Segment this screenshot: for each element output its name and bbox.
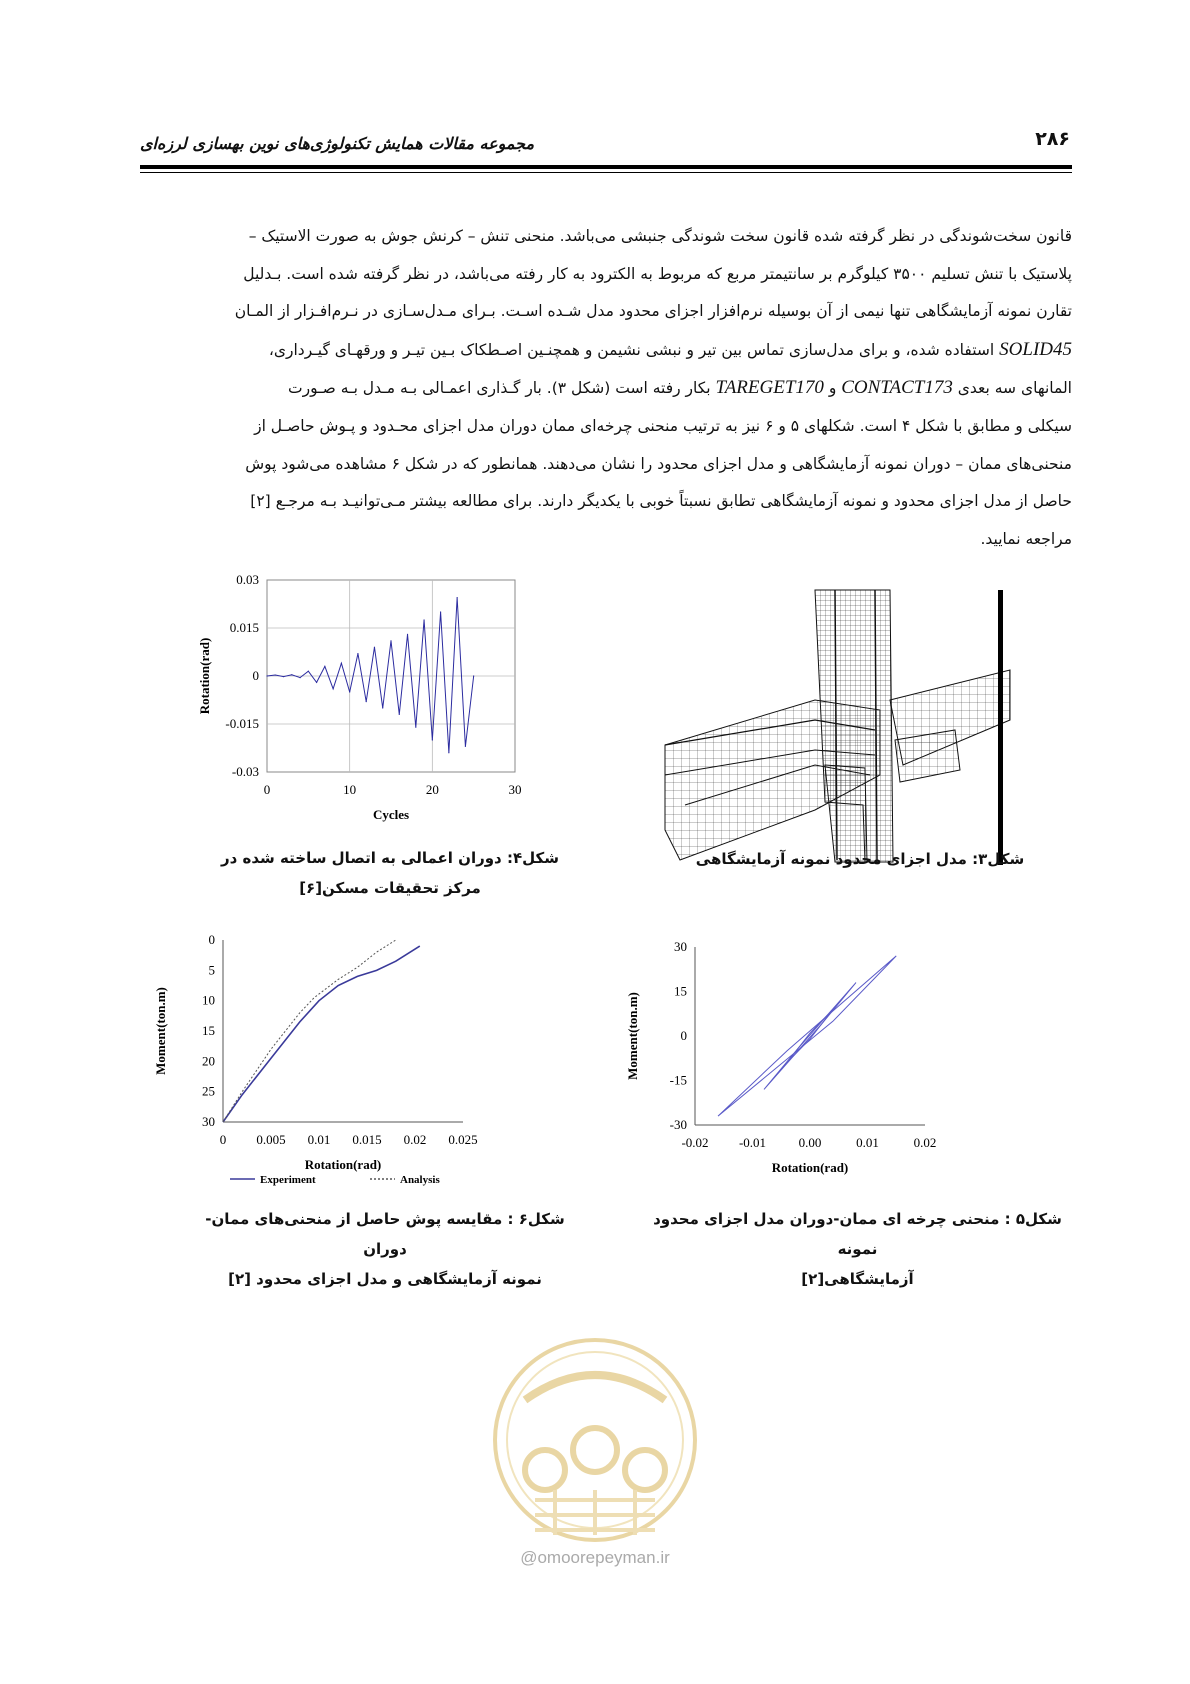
rotation-point	[349, 691, 350, 692]
rotation-point	[407, 634, 408, 635]
rotation-point	[473, 675, 474, 676]
y-tick-label: 25	[202, 1083, 215, 1099]
fig4-rotation-chart	[185, 565, 565, 840]
legend-label: Analysis	[400, 1174, 440, 1186]
y-tick-label: -30	[669, 1117, 687, 1132]
y-tick-label: -15	[669, 1072, 687, 1088]
fig6-envelope-chart	[153, 925, 545, 1195]
series-line-experiment	[223, 946, 420, 1122]
rotation-point	[440, 611, 441, 612]
y-tick-label: 15	[202, 1023, 215, 1038]
element-name: SOLID45	[999, 338, 1072, 360]
x-axis-label: Rotation(rad)	[304, 1157, 382, 1172]
page-header	[140, 128, 1070, 168]
rotation-point	[448, 752, 449, 753]
rotation-point	[333, 688, 334, 689]
rotation-point	[283, 676, 284, 677]
figure-5-caption-line: شکل۵ : منحنی چرخه ای ممان-دوران مدل اجزای محدود نمونه	[653, 1210, 1062, 1258]
y-tick-label: 0.015	[229, 620, 259, 635]
body-line	[140, 369, 1072, 408]
y-tick-label: 0	[252, 668, 259, 683]
rotation-point	[308, 671, 309, 672]
watermark-site: @omoorepeyman.ir	[520, 1548, 670, 1567]
fe-mesh-image	[665, 590, 1065, 885]
y-tick-label: 20	[202, 1053, 215, 1069]
series-line-analysis	[223, 940, 396, 1122]
y-axis-label: Moment(ton.m)	[625, 992, 640, 1080]
figure-4-caption	[220, 843, 560, 903]
legend-label: Experiment	[260, 1174, 316, 1186]
y-tick-label: -0.015	[225, 716, 259, 731]
rotation-point	[341, 663, 342, 664]
y-tick-label: 30	[674, 939, 687, 954]
header-rule-thin	[140, 172, 1072, 173]
rotation-point	[432, 739, 433, 740]
y-axis-label: Rotation(rad)	[197, 637, 212, 715]
x-tick-label: 0.01	[307, 1132, 331, 1147]
rotation-point	[465, 746, 466, 747]
x-tick-label: 20	[425, 782, 439, 797]
fe-model-figure	[665, 590, 1065, 885]
x-tick-label: -0.02	[681, 1135, 709, 1150]
rotation-point	[324, 666, 325, 667]
y-axis-label: Moment(ton.m)	[153, 987, 168, 1075]
x-tick-label: 30	[508, 782, 522, 797]
header-rule-thick	[140, 165, 1072, 169]
x-axis-label: Cycles	[372, 807, 410, 822]
y-tick-label: 0	[680, 1028, 687, 1043]
hysteresis-loop	[764, 983, 856, 1090]
body-line: تقارن نمونه آزمایشگاهی تنها نیمی از آن بوسیله نرم‌افزار اجزای محدود مدل شـده اسـت. بـرای مـدل‌سـازی در نـرم‌افـزار از المـان	[234, 302, 1072, 321]
x-tick-label: 0.005	[256, 1132, 286, 1147]
y-tick-label: 0.03	[236, 572, 259, 587]
x-tick-label: 0	[219, 1132, 227, 1147]
body-fragment: و	[823, 379, 842, 398]
page-number: ۲۸۶	[1035, 128, 1070, 150]
x-tick-label: 0.00	[798, 1135, 822, 1150]
body-line: پلاستیک با تنش تسلیم ۳۵۰۰ کیلوگرم بر سانتیمتر مربع که مربوط به الکترود به کار رفته می‌باشد، در نظر گرفته شده است. بـدلیل	[243, 264, 1072, 283]
rotation-point	[357, 653, 358, 654]
figure-4-caption-line: شکل۴: دوران اعمالی به اتصال ساخته شده در	[220, 849, 560, 867]
element-name: CONTACT173	[841, 377, 953, 399]
figure-6-caption	[190, 1204, 580, 1294]
rotation-point	[316, 682, 317, 683]
y-tick-label: 30	[202, 1114, 215, 1129]
x-tick-label: 0.01	[856, 1135, 879, 1150]
figure-6-caption-line: نمونه آزمایشگاهی و مدل اجزای محدود [۲]	[228, 1270, 542, 1288]
rotation-point	[415, 727, 416, 728]
body-line: سیکلی و مطابق با شکل ۴ است. شکلهای ۵ و ۶ نیز به ترتیب منحنی چرخه‌ای ممان دوران مدل اجزای محـدود و پـوش حاصـل از	[254, 416, 1072, 435]
figure-5-caption-line: آزمایشگاهی[۲]	[801, 1270, 914, 1288]
x-tick-label: 0.02	[913, 1135, 937, 1150]
rotation-point	[399, 714, 400, 715]
body-paragraph	[140, 218, 1072, 558]
rotation-point	[291, 674, 292, 675]
figure-3-caption: شکل۳: مدل اجزای محدود نمونه آزمایشگاهی	[695, 850, 1025, 868]
x-tick-label: 0.015	[352, 1132, 382, 1147]
body-line: قانون سخت‌شوندگی در نظر گرفته شده قانون سخت شوندگی جنبشی می‌باشد. منحنی تنش – کرنش جوش به صورت الاستیک –	[248, 227, 1072, 245]
rotation-point	[390, 640, 391, 641]
fig5-hysteresis-chart	[625, 925, 1010, 1185]
x-tick-label: 0	[263, 782, 271, 797]
body-fragment: بکار رفته است (شکل ۳). بار گـذاری اعمـالی بـه مـدل بـه صـورت	[288, 379, 716, 398]
running-title: مجموعه مقالات همایش تکنولوژی‌های نوین بهسازی لرزه‌ای	[140, 134, 535, 153]
x-axis-label: Rotation(rad)	[771, 1160, 849, 1175]
rotation-point	[275, 674, 276, 675]
body-line: مراجعه نمایید.	[980, 529, 1072, 548]
x-tick-label: 10	[343, 782, 357, 797]
rotation-point	[457, 597, 458, 598]
rotation-point	[423, 619, 424, 620]
rotation-point	[374, 647, 375, 648]
y-tick-label: 5	[208, 962, 215, 978]
body-line: منحنی‌های ممان – دوران نمونه آزمایشگاهی و مدل اجزای محدود را نشان می‌دهند. همانطور که در شکل ۶ مشاهده می‌شود پوش	[245, 454, 1072, 473]
body-line	[140, 331, 1072, 370]
figure-5-caption	[640, 1204, 1075, 1294]
element-name: TAREGET170	[715, 377, 824, 399]
figure-6-caption-line: شکل۶ : مقایسه پوش حاصل از منحنی‌های ممان-دوران	[205, 1210, 565, 1258]
body-fragment: المانهای سه بعدی	[952, 379, 1072, 398]
x-tick-label: 0.02	[403, 1132, 427, 1147]
rotation-point	[382, 707, 383, 708]
rotation-point	[366, 701, 367, 702]
x-tick-label: 0.025	[448, 1132, 478, 1147]
y-tick-label: -0.03	[231, 764, 259, 779]
x-tick-label: -0.01	[738, 1135, 767, 1150]
y-tick-label: 0	[208, 932, 215, 947]
figure-4-caption-line: مرکز تحقیقات مسکن[۶]	[299, 879, 481, 897]
y-tick-label: 15	[674, 983, 687, 999]
rotation-point	[266, 675, 267, 676]
body-fragment: استفاده شده، و برای مدل‌سازی تماس بین تیر و نبشی نشیمن و همچنـین اصـطکاک بـین تیـر و ورقهـای گیـرداری،	[268, 340, 1000, 359]
body-line: حاصل از مدل اجزای محدود و نمونه آزمایشگاهی تطابق نسبتاً خوبی با یکدیگر دارند. برای مطالعه بیشتر مـی‌توانیـد بـه مرجـع [۲]	[250, 492, 1072, 511]
y-tick-label: 10	[202, 992, 215, 1008]
rotation-point	[299, 677, 300, 678]
